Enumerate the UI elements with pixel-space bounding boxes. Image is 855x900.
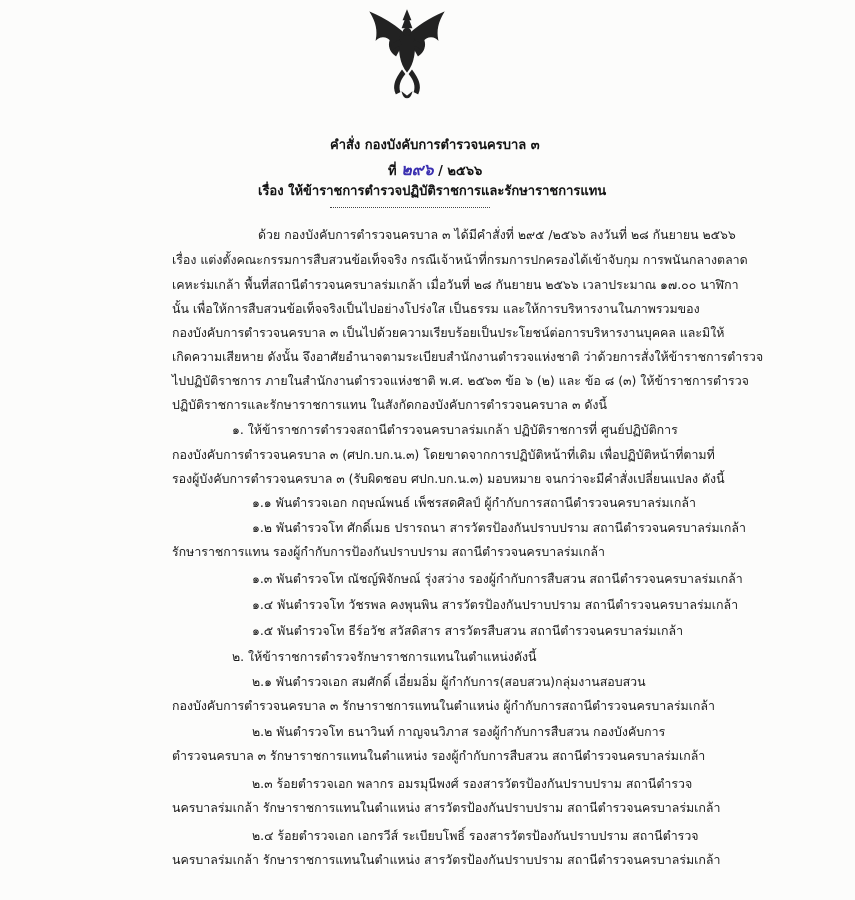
list-item: ๑.๓ พันตำรวจโท ณัชญ์พิจักษณ์ รุ่งสว่าง รองผู้กำกับการสืบสวน สถานีตำรวจนครบาลร่มเกล้า [252,571,743,586]
section-1-line: ๑. ให้ข้าราชการตำรวจสถานีตำรวจนครบาลร่มเกล้า ปฏิบัติราชการที่ ศูนย์ปฏิบัติการ [232,422,678,437]
list-item: ๑.๑ พันตำรวจเอก กฤษณ์พนธ์ เพ็ชรสดศิลป์ ผู้กำกับการสถานีตำรวจนครบาลร่มเกล้า [252,495,696,510]
order-number-prefix: ที่ [388,164,397,179]
order-number-suffix: / ๒๕๖๖ [438,164,483,179]
list-item: ๑.๕ พันตำรวจโท ธีร์อวัช สวัสดิสาร สารวัตรสืบสวน สถานีตำรวจนครบาลร่มเกล้า [252,623,684,638]
list-item: ๒.๒ พันตำรวจโท ธนาวินท์ กาญจนวิภาส รองผู้กำกับการสืบสวน กองบังคับการ [252,724,666,739]
body-line: นั้น เพื่อให้การสืบสวนข้อเท็จจริงเป็นไปอย่างโปร่งใส เป็นธรรม และให้การบริหารงานในภาพรวมของ [172,301,700,316]
list-item: ๒.๓ ร้อยตำรวจเอก พลากร อมรมุนีพงศ์ รองสารวัตรป้องกันปราบปราม สถานีตำรวจ [252,776,693,791]
list-item: ๑.๔ พันตำรวจโท วัชรพล คงพุนพิน สารวัตรป้องกันปราบปราม สถานีตำรวจนครบาลร่มเกล้า [252,597,739,612]
section-1-line: รองผู้บังคับการตำรวจนครบาล ๓ (รับผิดชอบ ศปก.บก.น.๓) มอบหมาย จนกว่าจะมีคำสั่งเปลี่ยนแปลง ดังนี้ [172,471,725,486]
body-line: เรื่อง แต่งตั้งคณะกรรมการสืบสวนข้อเท็จจริง กรณีเจ้าหน้าที่กรมการปกครองได้เข้าจับกุม การพนันกลางตลาด [172,252,748,267]
body-line: ด้วย กองบังคับการตำรวจนครบาล ๓ ได้มีคำสั่งที่ ๒๙๕ /๒๕๖๖ ลงวันที่ ๒๘ กันยายน ๒๕๖๖ [258,227,736,242]
body-line: กองบังคับการตำรวจนครบาล ๓ เป็นไปด้วยความเรียบร้อยเป็นประโยชน์ต่อการบริหารงานบุคคล และมิให้ [172,325,725,340]
order-subject: เรื่อง ให้ข้าราชการตำรวจปฏิบัติราชการและรักษาราชการแทน [258,184,607,199]
list-item: นครบาลร่มเกล้า รักษาราชการแทนในตำแหน่ง สารวัตรป้องกันปราบปราม สถานีตำรวจนครบาลร่มเกล้า [172,852,721,867]
list-item: ๒.๔ ร้อยตำรวจเอก เอกรวีส์ ระเบียบโพธิ์ รองสารวัตรป้องกันปราบปราม สถานีตำรวจ [252,828,699,843]
order-number-handwritten: ๒๙๖ [401,160,434,179]
list-item: กองบังคับการตำรวจนครบาล ๓ รักษาราชการแทนในตำแหน่ง ผู้กำกับการสถานีตำรวจนครบาลร่มเกล้า [172,698,715,713]
body-line: เคหะร่มเกล้า พื้นที่สถานีตำรวจนครบาลร่มเกล้า เมื่อวันที่ ๒๘ กันยายน ๒๕๖๖ เวลาประมาณ ๑๗.๐๐ นาฬิกา [172,277,739,292]
list-item: ๒.๑ พันตำรวจเอก สมศักดิ์ เอี่ยมอิ่ม ผู้กำกับการ(สอบสวน)กลุ่มงานสอบสวน [252,674,646,689]
list-item: นครบาลร่มเกล้า รักษาราชการแทนในตำแหน่ง สารวัตรป้องกันปราบปราม สถานีตำรวจนครบาลร่มเกล้า [172,800,721,815]
body-line: ปฏิบัติราชการและรักษาราชการแทน ในสังกัดกองบังคับการตำรวจนครบาล ๓ ดังนี้ [172,397,607,412]
header-divider [330,207,490,208]
body-line: ไปปฏิบัติราชการ ภายในสำนักงานตำรวจแห่งชาติ พ.ศ. ๒๕๖๓ ข้อ ๖ (๒) และ ข้อ ๘ (๓) ให้ข้าราชการตำรวจ [172,373,749,388]
section-2-line: ๒. ให้ข้าราชการตำรวจรักษาราชการแทนในตำแหน่งดังนี้ [232,649,537,664]
body-line: เกิดความเสียหาย ดังนั้น จึงอาศัยอำนาจตามระเบียบสำนักงานตำรวจแห่งชาติ ว่าด้วยการสั่งให้ข้าราชการตำรวจ [172,349,764,364]
list-item: รักษาราชการแทน รองผู้กำกับการป้องกันปราบปราม สถานีตำรวจนครบาลร่มเกล้า [172,544,605,559]
section-1-line: กองบังคับการตำรวจนครบาล ๓ (ศปก.บก.น.๓) โดยขาดจากการปฏิบัติหน้าที่เดิม เพื่อปฏิบัติหน้าที่ตามที่ [172,447,715,462]
list-item: ตำรวจนครบาล ๓ รักษาราชการแทนในตำแหน่ง รองผู้กำกับการสืบสวน สถานีตำรวจนครบาลร่มเกล้า [172,748,706,763]
order-heading: คำสั่ง กองบังคับการตำรวจนครบาล ๓ [330,138,540,153]
list-item: ๑.๒ พันตำรวจโท ศักดิ์เมธ ปรารถนา สารวัตรป้องกันปราบปราม สถานีตำรวจนครบาลร่มเกล้า [252,520,746,535]
garuda-emblem [362,6,452,106]
